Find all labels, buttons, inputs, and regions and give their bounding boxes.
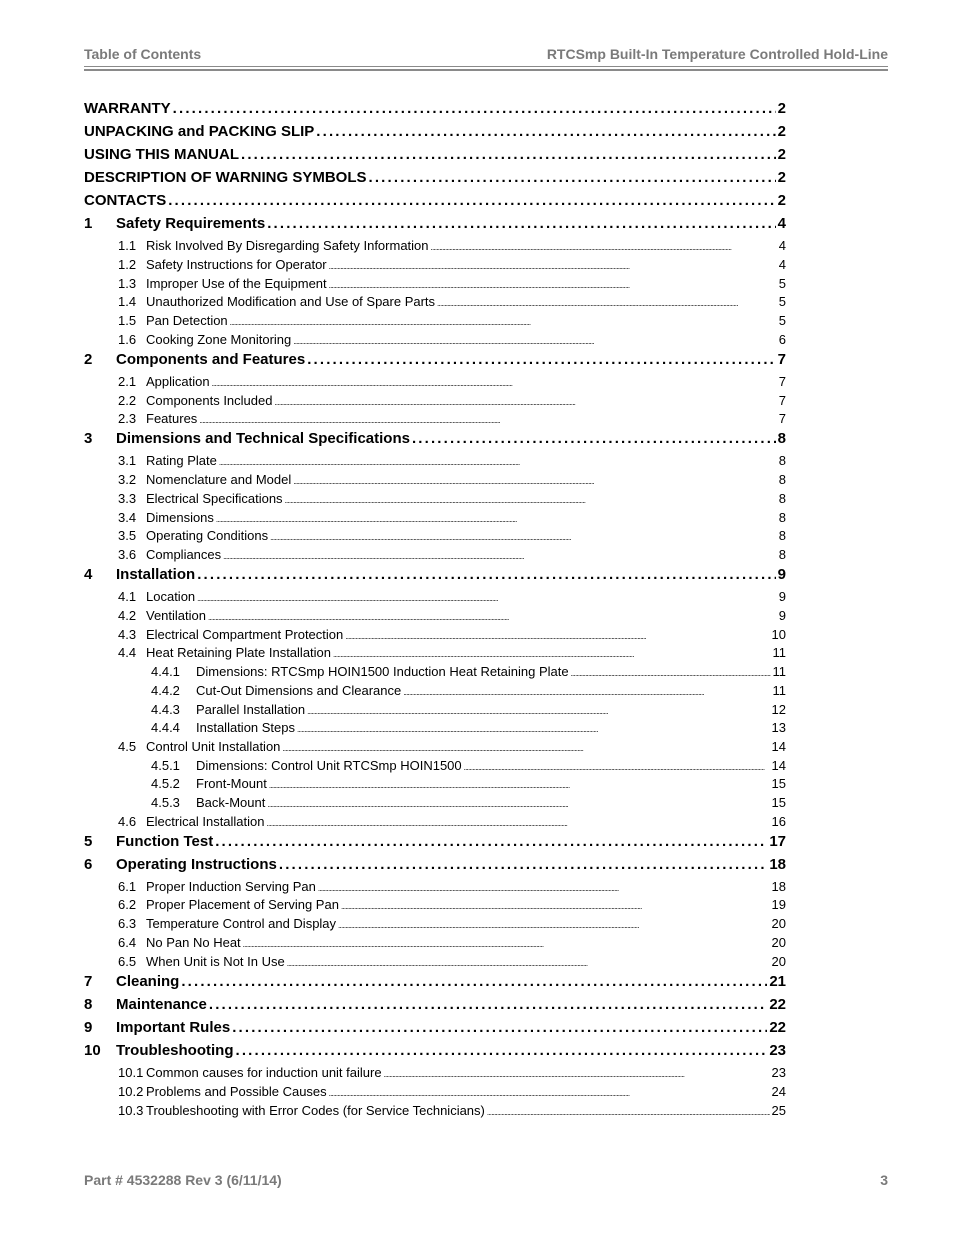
toc-entry-page: 8 xyxy=(778,490,786,506)
page-header xyxy=(84,44,888,64)
toc-entry[interactable] xyxy=(84,313,786,332)
toc-dot-leader xyxy=(571,664,771,679)
toc-entry-number: 3.1 xyxy=(118,453,137,469)
toc-entry-page: 15 xyxy=(771,795,786,811)
toc-entry-title: Application xyxy=(146,373,210,389)
toc-entry-page: 16 xyxy=(771,813,786,829)
toc-dot-leader xyxy=(293,472,777,487)
toc-entry-page: 20 xyxy=(771,934,786,950)
header-section-title: Table of Contents xyxy=(84,46,202,62)
toc-dot-leader xyxy=(216,510,777,525)
toc-entry-number: 4.3 xyxy=(118,626,137,642)
toc-entry-number: 3.5 xyxy=(118,528,137,544)
toc-dot-leader xyxy=(208,608,777,623)
toc-entry-number: 10.1 xyxy=(118,1064,144,1080)
toc-entry-title: Location xyxy=(146,588,196,604)
toc-entry-title: Compliances xyxy=(146,547,222,563)
toc-entry-title: Problems and Possible Causes xyxy=(146,1083,327,1099)
toc-entry-number: 4.4.3 xyxy=(151,701,180,717)
toc-dot-leader xyxy=(274,393,776,408)
toc-entry-page: 20 xyxy=(771,953,786,969)
toc-entry-page: 23 xyxy=(771,1064,786,1080)
toc-dot-leader xyxy=(215,833,767,850)
toc-entry[interactable] xyxy=(84,683,786,702)
toc-entry[interactable] xyxy=(84,528,786,547)
toc-entry-title: Function Test xyxy=(116,832,214,850)
toc-entry-number: 3 xyxy=(84,430,93,448)
toc-entry[interactable] xyxy=(84,739,786,758)
toc-entry[interactable] xyxy=(84,1019,786,1042)
toc-entry-title: Dimensions: RTCSmp HOIN1500 Induction Heat Retaining Plate xyxy=(196,664,569,680)
toc-entry[interactable] xyxy=(84,453,786,472)
toc-dot-leader xyxy=(384,1065,770,1080)
toc-entry-page: 9 xyxy=(778,588,786,604)
toc-entry-title: Back-Mount xyxy=(196,795,266,811)
toc-entry[interactable] xyxy=(84,351,786,374)
toc-entry-page: 5 xyxy=(778,313,786,329)
toc-dot-leader xyxy=(181,973,767,990)
toc-dot-leader xyxy=(338,916,769,931)
toc-entry-page: 2 xyxy=(777,100,786,117)
toc-entry[interactable] xyxy=(84,720,786,739)
toc-entry-title: Cut-Out Dimensions and Clearance xyxy=(196,682,402,698)
toc-entry-number: 10 xyxy=(84,1041,101,1059)
toc-entry-page: 2 xyxy=(777,169,786,186)
toc-dot-leader xyxy=(243,935,770,950)
toc-entry[interactable] xyxy=(84,916,786,935)
toc-dot-leader xyxy=(209,996,767,1013)
toc-entry[interactable] xyxy=(84,374,786,393)
toc-dot-leader xyxy=(241,146,776,163)
toc-dot-leader xyxy=(464,758,770,773)
toc-entry-title: UNPACKING and PACKING SLIP xyxy=(84,123,315,140)
toc-entry-title: Installation Steps xyxy=(196,720,296,736)
toc-dot-leader xyxy=(307,351,775,368)
toc-entry-page: 8 xyxy=(778,509,786,525)
toc-entry-page: 15 xyxy=(771,776,786,792)
toc-entry-page: 8 xyxy=(778,528,786,544)
toc-entry-number: 6.4 xyxy=(118,934,137,950)
toc-entry[interactable] xyxy=(84,1042,786,1065)
header-document-title: RTCSmp Built-In Temperature Controlled Hold-Line xyxy=(546,46,888,62)
toc-entry-title: Heat Retaining Plate Installation xyxy=(146,645,332,661)
toc-entry-page: 19 xyxy=(771,897,786,913)
toc-dot-leader xyxy=(403,683,770,698)
toc-entry-title: Operating Conditions xyxy=(146,528,269,544)
toc-entry[interactable] xyxy=(84,491,786,510)
toc-entry[interactable] xyxy=(84,123,786,146)
toc-entry[interactable] xyxy=(84,332,786,351)
toc-entry-number: 2.3 xyxy=(118,411,137,427)
toc-entry-number: 6.1 xyxy=(118,878,137,894)
toc-entry[interactable] xyxy=(84,758,786,777)
toc-entry[interactable] xyxy=(84,856,786,879)
toc-dot-leader xyxy=(197,589,777,604)
toc-entry-title: Front-Mount xyxy=(196,776,267,792)
page-footer xyxy=(84,1170,888,1190)
toc-dot-leader xyxy=(316,123,775,140)
toc-entry-page: 22 xyxy=(769,995,786,1013)
toc-entry-page: 8 xyxy=(777,430,786,448)
toc-entry-number: 4.5.1 xyxy=(151,757,180,773)
toc-entry-title: Important Rules xyxy=(116,1018,231,1036)
toc-entry[interactable] xyxy=(84,1065,786,1084)
toc-dot-leader xyxy=(297,720,770,735)
footer-page-number: 3 xyxy=(880,1172,888,1188)
toc-entry-page: 18 xyxy=(771,878,786,894)
toc-dot-leader xyxy=(282,739,769,754)
toc-entry[interactable] xyxy=(84,566,786,589)
toc-dot-leader xyxy=(197,566,775,583)
toc-entry-page: 9 xyxy=(778,607,786,623)
toc-entry-page: 7 xyxy=(777,350,786,368)
toc-entry-title: Operating Instructions xyxy=(116,855,277,873)
toc-entry[interactable] xyxy=(84,935,786,954)
toc-entry-title: USING THIS MANUAL xyxy=(84,146,239,163)
toc-entry-title: Risk Involved By Disregarding Safety Information xyxy=(146,238,429,253)
toc-dot-leader xyxy=(267,795,769,810)
toc-entry[interactable] xyxy=(84,608,786,627)
toc-entry-number: 4.5 xyxy=(118,738,137,754)
toc-dot-leader xyxy=(236,1042,768,1059)
toc-dot-leader xyxy=(345,627,769,642)
toc-dot-leader xyxy=(333,645,770,660)
toc-entry-page: 6 xyxy=(778,331,786,347)
toc-entry[interactable] xyxy=(84,702,786,721)
toc-entry-number: 1.5 xyxy=(118,313,137,329)
toc-entry-page: 24 xyxy=(771,1083,786,1099)
toc-dot-leader xyxy=(223,547,777,562)
toc-dot-leader xyxy=(329,257,777,272)
toc-entry-title: Electrical Compartment Protection xyxy=(146,626,344,642)
toc-entry-number: 2 xyxy=(84,350,93,368)
toc-dot-leader xyxy=(487,1103,770,1118)
toc-entry-number: 1.4 xyxy=(118,294,137,310)
toc-entry-number: 6.2 xyxy=(118,897,137,913)
toc-entry-title: Temperature Control and Display xyxy=(146,916,337,932)
toc-entry-title: Components and Features xyxy=(116,350,306,368)
toc-entry-page: 2 xyxy=(777,123,786,140)
toc-entry-page: 21 xyxy=(769,972,786,990)
toc-dot-leader xyxy=(269,776,770,791)
toc-entry[interactable] xyxy=(84,664,786,683)
toc-entry-title: Safety Instructions for Operator xyxy=(146,256,327,272)
toc-entry[interactable] xyxy=(84,973,786,996)
toc-dot-leader xyxy=(168,192,775,209)
toc-dot-leader xyxy=(431,238,777,253)
toc-entry[interactable] xyxy=(84,430,786,453)
toc-entry-title: Ventilation xyxy=(146,607,206,623)
toc-entry[interactable] xyxy=(84,238,786,257)
toc-entry-page: 10 xyxy=(771,626,786,642)
toc-entry[interactable] xyxy=(84,169,786,192)
toc-dot-leader xyxy=(270,528,777,543)
toc-entry-number: 5 xyxy=(84,832,93,850)
toc-entry-title: CONTACTS xyxy=(84,192,167,209)
toc-entry[interactable] xyxy=(84,1084,786,1103)
toc-entry-number: 4.4.1 xyxy=(151,664,180,680)
toc-entry-number: 4.5.3 xyxy=(151,795,180,811)
toc-entry-number: 9 xyxy=(84,1018,93,1036)
toc-entry-page: 25 xyxy=(771,1102,786,1118)
toc-dot-leader xyxy=(219,453,777,468)
toc-entry-page: 5 xyxy=(778,294,786,310)
toc-entry-title: Unauthorized Modification and Use of Spare Parts xyxy=(146,294,436,310)
toc-entry[interactable] xyxy=(84,897,786,916)
toc-entry-number: 1 xyxy=(84,215,93,232)
toc-entry-title: Parallel Installation xyxy=(196,701,306,717)
toc-entry-number: 4.4.4 xyxy=(151,720,180,736)
toc-entry-number: 4.6 xyxy=(118,813,137,829)
toc-entry[interactable] xyxy=(84,776,786,795)
toc-entry-number: 8 xyxy=(84,995,93,1013)
toc-entry-title: When Unit is Not In Use xyxy=(146,953,285,969)
toc-entry[interactable] xyxy=(84,547,786,566)
toc-entry[interactable] xyxy=(84,215,786,238)
toc-entry-number: 4.2 xyxy=(118,607,137,623)
toc-entry-number: 6.5 xyxy=(118,953,137,969)
toc-dot-leader xyxy=(230,313,777,328)
toc-entry-title: Proper Induction Serving Pan xyxy=(146,878,316,894)
toc-entry-page: 14 xyxy=(771,738,786,754)
toc-entry-page: 8 xyxy=(778,471,786,487)
toc-dot-leader xyxy=(267,215,775,232)
toc-entry-page: 2 xyxy=(777,192,786,209)
toc-entry-title: Components Included xyxy=(146,392,273,408)
toc-entry-page: 2 xyxy=(777,146,786,163)
toc-entry-title: Troubleshooting with Error Codes (for Service Technicians) xyxy=(146,1102,485,1118)
toc-entry-number: 1.3 xyxy=(118,275,137,291)
toc-entry-number: 3.3 xyxy=(118,490,137,506)
toc-entry-title: WARRANTY xyxy=(84,100,171,117)
toc-dot-leader xyxy=(412,430,776,447)
toc-entry-title: Cooking Zone Monitoring xyxy=(146,331,292,347)
footer-part-number: Part # 4532288 Rev 3 (6/11/14) xyxy=(84,1172,282,1188)
toc-entry[interactable] xyxy=(84,814,786,833)
toc-entry-page: 7 xyxy=(778,392,786,408)
toc-entry-page: 4 xyxy=(777,215,786,232)
toc-entry-number: 4 xyxy=(84,565,93,583)
toc-entry[interactable] xyxy=(84,472,786,491)
toc-entry-page: 12 xyxy=(771,701,786,717)
toc-dot-leader xyxy=(341,897,770,912)
toc-entry[interactable] xyxy=(84,645,786,664)
toc-entry-page: 4 xyxy=(778,256,786,272)
toc-entry-page: 4 xyxy=(778,238,786,253)
toc-entry-number: 3.6 xyxy=(118,547,137,563)
toc-entry-number: 10.3 xyxy=(118,1102,144,1118)
toc-entry[interactable] xyxy=(84,294,786,313)
toc-entry[interactable] xyxy=(84,393,786,412)
toc-entry-title: Safety Requirements xyxy=(116,215,266,232)
toc-dot-leader xyxy=(329,276,777,291)
toc-entry-number: 3.2 xyxy=(118,471,137,487)
toc-entry[interactable] xyxy=(84,954,786,973)
toc-entry[interactable] xyxy=(84,627,786,646)
toc-entry-page: 17 xyxy=(769,832,786,850)
toc-dot-leader xyxy=(267,814,770,829)
toc-entry-page: 7 xyxy=(778,373,786,389)
toc-entry-number: 2.1 xyxy=(118,373,137,389)
toc-entry-number: 4.4 xyxy=(118,645,137,661)
toc-entry[interactable] xyxy=(84,1103,786,1122)
toc-entry-title: Features xyxy=(146,411,198,427)
toc-entry-number: 4.1 xyxy=(118,588,137,604)
toc-entry-title: Electrical Specifications xyxy=(146,490,283,506)
toc-entry[interactable] xyxy=(84,833,786,856)
toc-entry-number: 1.1 xyxy=(118,238,137,253)
toc-entry-page: 20 xyxy=(771,916,786,932)
header-divider-thick xyxy=(84,69,888,71)
toc-dot-leader xyxy=(318,879,770,894)
toc-entry-page: 18 xyxy=(769,855,786,873)
toc-dot-leader xyxy=(199,411,776,426)
toc-dot-leader xyxy=(329,1084,770,1099)
toc-entry[interactable] xyxy=(84,795,786,814)
toc-entry-title: Proper Placement of Serving Pan xyxy=(146,897,339,913)
toc-entry-title: No Pan No Heat xyxy=(146,934,241,950)
toc-entry-title: Nomenclature and Model xyxy=(146,471,292,487)
toc-entry[interactable] xyxy=(84,276,786,295)
toc-entry-title: Troubleshooting xyxy=(116,1041,234,1059)
toc-entry[interactable] xyxy=(84,257,786,276)
toc-entry-title: DESCRIPTION OF WARNING SYMBOLS xyxy=(84,169,367,186)
toc-entry-number: 1.2 xyxy=(118,256,137,272)
toc-entry[interactable] xyxy=(84,510,786,529)
toc-entry-page: 9 xyxy=(777,565,786,583)
toc-entry-title: Dimensions xyxy=(146,509,214,525)
toc-entry-page: 14 xyxy=(771,757,786,773)
toc-entry-page: 7 xyxy=(778,411,786,427)
toc-entry-number: 6 xyxy=(84,855,93,873)
toc-entry[interactable] xyxy=(84,879,786,898)
toc-entry[interactable] xyxy=(84,411,786,430)
toc-entry-page: 11 xyxy=(772,664,786,680)
toc-entry-number: 4.4.2 xyxy=(151,682,180,698)
toc-entry-title: Control Unit Installation xyxy=(146,738,281,754)
toc-dot-leader xyxy=(232,1019,767,1036)
toc-entry-title: Rating Plate xyxy=(146,453,217,469)
toc-entry-title: Pan Detection xyxy=(146,313,228,329)
toc-entry-title: Dimensions and Technical Specifications xyxy=(116,430,410,448)
toc-entry-page: 5 xyxy=(778,275,786,291)
toc-entry-title: Dimensions: Control Unit RTCSmp HOIN1500 xyxy=(196,757,462,773)
table-of-contents xyxy=(84,100,786,1122)
toc-dot-leader xyxy=(173,100,776,117)
toc-entry-title: Maintenance xyxy=(116,995,207,1013)
header-divider-thin xyxy=(84,66,888,67)
toc-entry-page: 8 xyxy=(778,547,786,563)
toc-entry-page: 22 xyxy=(769,1018,786,1036)
toc-entry-title: Electrical Installation xyxy=(146,813,265,829)
toc-entry[interactable] xyxy=(84,996,786,1019)
toc-entry-title: Common causes for induction unit failure xyxy=(146,1064,382,1080)
toc-dot-leader xyxy=(369,169,776,186)
toc-entry-page: 11 xyxy=(772,645,786,661)
toc-dot-leader xyxy=(293,332,777,347)
toc-entry-page: 8 xyxy=(778,453,786,469)
toc-entry[interactable] xyxy=(84,589,786,608)
toc-dot-leader xyxy=(287,954,770,969)
toc-entry-number: 2.2 xyxy=(118,392,137,408)
toc-entry-title: Cleaning xyxy=(116,972,180,990)
toc-dot-leader xyxy=(212,374,777,389)
toc-entry-title: Installation xyxy=(116,565,196,583)
toc-entry[interactable] xyxy=(84,146,786,169)
toc-entry-page: 13 xyxy=(771,720,786,736)
toc-entry-page: 23 xyxy=(769,1041,786,1059)
toc-entry-number: 1.6 xyxy=(118,331,137,347)
toc-dot-leader xyxy=(285,491,777,506)
toc-entry[interactable] xyxy=(84,192,786,215)
toc-dot-leader xyxy=(437,294,777,309)
toc-entry-title: Improper Use of the Equipment xyxy=(146,275,327,291)
toc-entry-page: 11 xyxy=(772,682,786,698)
toc-entry-number: 4.5.2 xyxy=(151,776,180,792)
toc-entry-number: 10.2 xyxy=(118,1083,144,1099)
toc-dot-leader xyxy=(279,856,767,873)
toc-entry-number: 3.4 xyxy=(118,509,137,525)
toc-dot-leader xyxy=(307,702,769,717)
toc-entry[interactable] xyxy=(84,100,786,123)
toc-entry-number: 7 xyxy=(84,972,93,990)
toc-entry-number: 6.3 xyxy=(118,916,137,932)
